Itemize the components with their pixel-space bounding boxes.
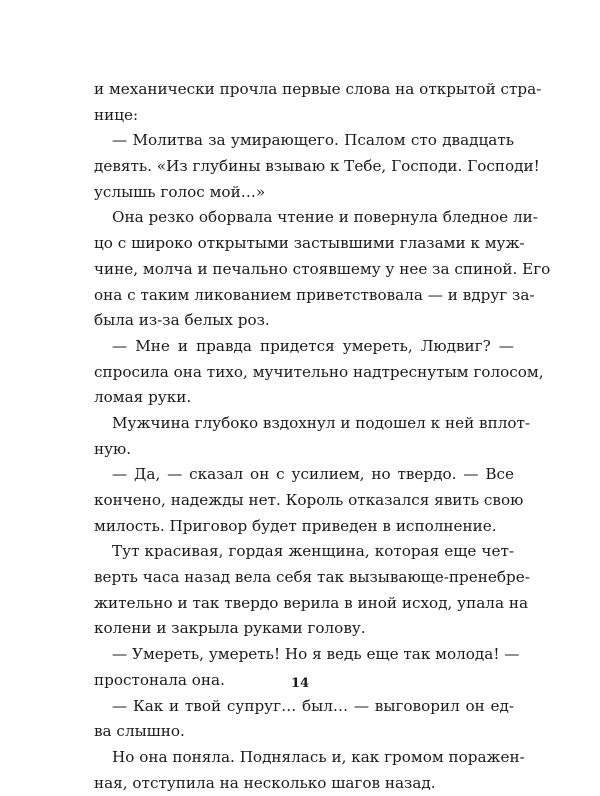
text-line: Но она поняла. Поднялась и, как громом поражен- — [112, 747, 525, 766]
text-line: ная, отступила на несколько шагов назад. — [94, 773, 436, 792]
text-line: она с таким ликованием приветствовала — и вдруг за- — [94, 285, 535, 304]
text-line: ломая руки. — [94, 388, 192, 407]
text-line: жительно и так твердо верила в иной исход, упала на — [94, 593, 529, 612]
text-line: колени и закрыла руками голову. — [94, 619, 366, 638]
text-line: чине, молча и печально стоявшему у нее за спиной. Его — [94, 259, 551, 278]
text-line: Тут красивая, гордая женщина, которая еще чет- — [112, 542, 514, 561]
text-line: — Да, — сказал он с усилием, но твердо. — Все — [112, 465, 514, 484]
text-line: цо с широко открытыми застывшими глазами к муж- — [94, 234, 525, 253]
text-line: милость. Приговор будет приведен в исполнение. — [94, 516, 497, 535]
text-line: спросила она тихо, мучительно надтреснутым голосом, — [94, 362, 544, 381]
text-line: Она резко оборвала чтение и повернула бледное ли- — [112, 208, 538, 227]
text-line: простонала она. — [94, 670, 225, 689]
text-line: нице: — [94, 105, 139, 124]
text-line: девять. «Из глубины взываю к Тебе, Господи. Господи! — [94, 157, 540, 176]
text-line: — Молитва за умирающего. Псалом сто двадцать — [112, 131, 514, 150]
text-line: — Умереть, умереть! Но я ведь еще так молода! — — [112, 645, 520, 664]
text-line: ва слышно. — [94, 722, 185, 741]
text-line: — Мне и правда придется умереть, Людвиг? — — [112, 336, 514, 355]
text-line: и механически прочла первые слова на открытой стра- — [94, 80, 542, 98]
text-line: была из-за белых роз. — [94, 311, 270, 330]
text-line: кончено, надежды нет. Король отказался явить свою — [94, 491, 524, 509]
text-line: Мужчина глубоко вздохнул и подошел к ней вплот- — [112, 413, 531, 432]
text-line: ную. — [94, 439, 132, 458]
text-line: верть часа назад вела себя так вызывающе-пренебре- — [94, 568, 530, 587]
text-line: услышь голос мой…» — [94, 182, 266, 201]
text-line: — Как и твой супруг… был… — выговорил он ед- — [112, 696, 514, 715]
page-number: 14 — [290, 676, 310, 691]
